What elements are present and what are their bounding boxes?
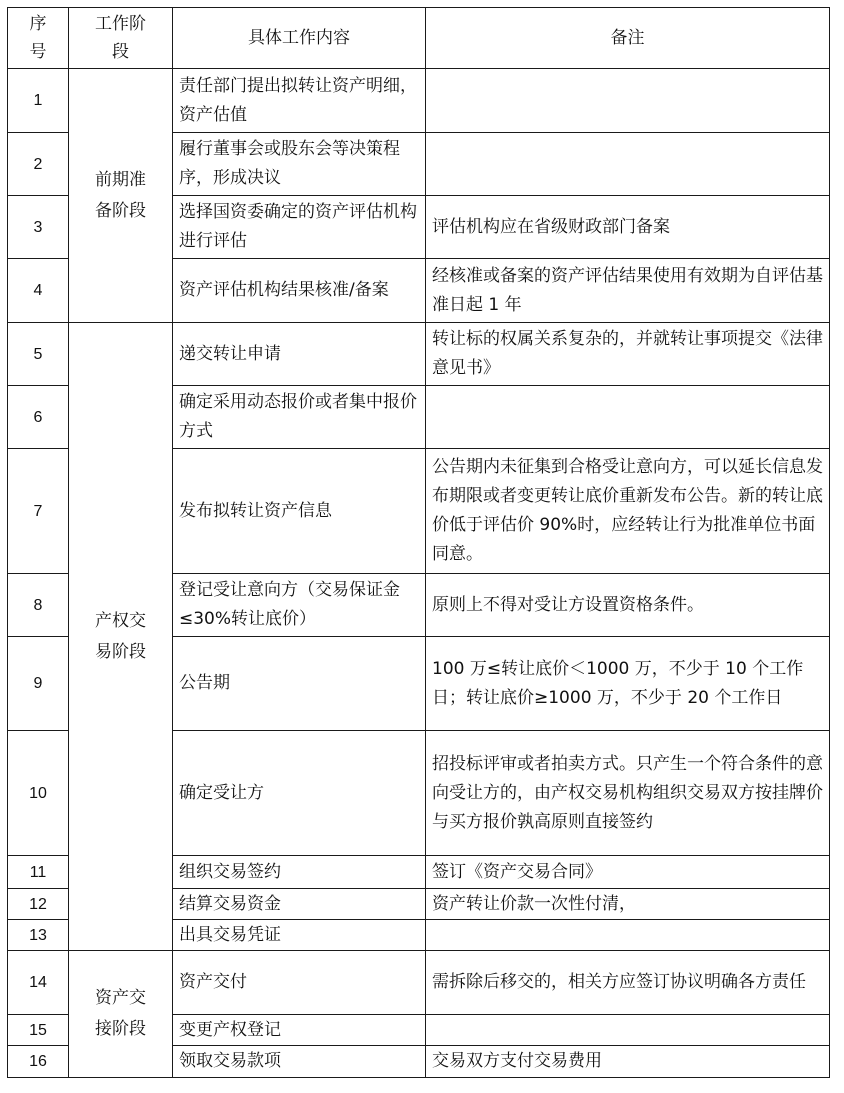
content-cell: 公告期 [173, 637, 426, 731]
content-cell: 领取交易款项 [173, 1046, 426, 1078]
note-cell: 原则上不得对受让方设置资格条件。 [426, 574, 830, 637]
content-cell: 履行董事会或股东会等决策程序，形成决议 [173, 133, 426, 196]
content-cell: 责任部门提出拟转让资产明细，资产估值 [173, 69, 426, 133]
work-stage-table [7, 7, 830, 1078]
content-cell: 递交转让申请 [173, 323, 426, 386]
note-cell [426, 920, 830, 951]
header-stage [69, 8, 173, 69]
content-cell: 发布拟转让资产信息 [173, 449, 426, 574]
row-number: 5 [8, 323, 69, 386]
phase-cell [69, 323, 173, 951]
note-cell [426, 133, 830, 196]
note-cell: 需拆除后移交的，相关方应签订协议明确各方责任 [426, 951, 830, 1015]
table-row [8, 951, 830, 1015]
table-row [8, 323, 830, 386]
note-cell [426, 69, 830, 133]
content-cell: 结算交易资金 [173, 889, 426, 920]
row-number: 8 [8, 574, 69, 637]
note-cell: 交易双方支付交易费用 [426, 1046, 830, 1078]
row-number: 9 [8, 637, 69, 731]
content-cell: 资产交付 [173, 951, 426, 1015]
row-number: 12 [8, 889, 69, 920]
header-seq-text: 序 号 [29, 13, 47, 62]
content-cell: 选择国资委确定的资产评估机构进行评估 [173, 196, 426, 259]
row-number: 13 [8, 920, 69, 951]
note-cell: 评估机构应在省级财政部门备案 [426, 196, 830, 259]
header-stage-text: 工作阶 段 [95, 13, 146, 62]
row-number: 6 [8, 386, 69, 449]
note-cell: 100 万≤转让底价＜1000 万，不少于 10 个工作日；转让底价≥1000 万，不少于 20 个工作日 [426, 637, 830, 731]
row-number: 1 [8, 69, 69, 133]
row-number: 3 [8, 196, 69, 259]
header-content: 具体工作内容 [173, 8, 426, 69]
header-row [8, 8, 830, 69]
row-number: 4 [8, 259, 69, 323]
header-seq [8, 8, 69, 69]
phase-label: 前期准 备阶段 [95, 169, 146, 221]
header-note: 备注 [426, 8, 830, 69]
content-cell: 变更产权登记 [173, 1015, 426, 1046]
note-cell: 资产转让价款一次性付清， [426, 889, 830, 920]
note-cell [426, 1015, 830, 1046]
phase-cell [69, 951, 173, 1078]
row-number: 16 [8, 1046, 69, 1078]
note-cell [426, 386, 830, 449]
note-cell: 经核准或备案的资产评估结果使用有效期为自评估基准日起 1 年 [426, 259, 830, 323]
phase-label: 产权交 易阶段 [95, 610, 146, 662]
content-cell: 资产评估机构结果核准/备案 [173, 259, 426, 323]
row-number: 14 [8, 951, 69, 1015]
note-cell: 招投标评审或者拍卖方式。只产生一个符合条件的意向受让方的，由产权交易机构组织交易双方按挂牌价与买方报价孰高原则直接签约 [426, 731, 830, 856]
row-number: 2 [8, 133, 69, 196]
row-number: 15 [8, 1015, 69, 1046]
phase-cell [69, 69, 173, 323]
content-cell: 确定采用动态报价或者集中报价方式 [173, 386, 426, 449]
row-number: 7 [8, 449, 69, 574]
note-cell: 转让标的权属关系复杂的，并就转让事项提交《法律意见书》 [426, 323, 830, 386]
note-cell: 签订《资产交易合同》 [426, 856, 830, 889]
content-cell: 组织交易签约 [173, 856, 426, 889]
note-cell: 公告期内未征集到合格受让意向方，可以延长信息发布期限或者变更转让底价重新发布公告。新的转让底价低于评估价 90%时，应经转让行为批准单位书面同意。 [426, 449, 830, 574]
content-cell: 确定受让方 [173, 731, 426, 856]
content-cell: 出具交易凭证 [173, 920, 426, 951]
phase-label: 资产交 接阶段 [95, 988, 146, 1039]
row-number: 11 [8, 856, 69, 889]
row-number: 10 [8, 731, 69, 856]
content-cell: 登记受让意向方（交易保证金≤30%转让底价） [173, 574, 426, 637]
table-row [8, 69, 830, 133]
